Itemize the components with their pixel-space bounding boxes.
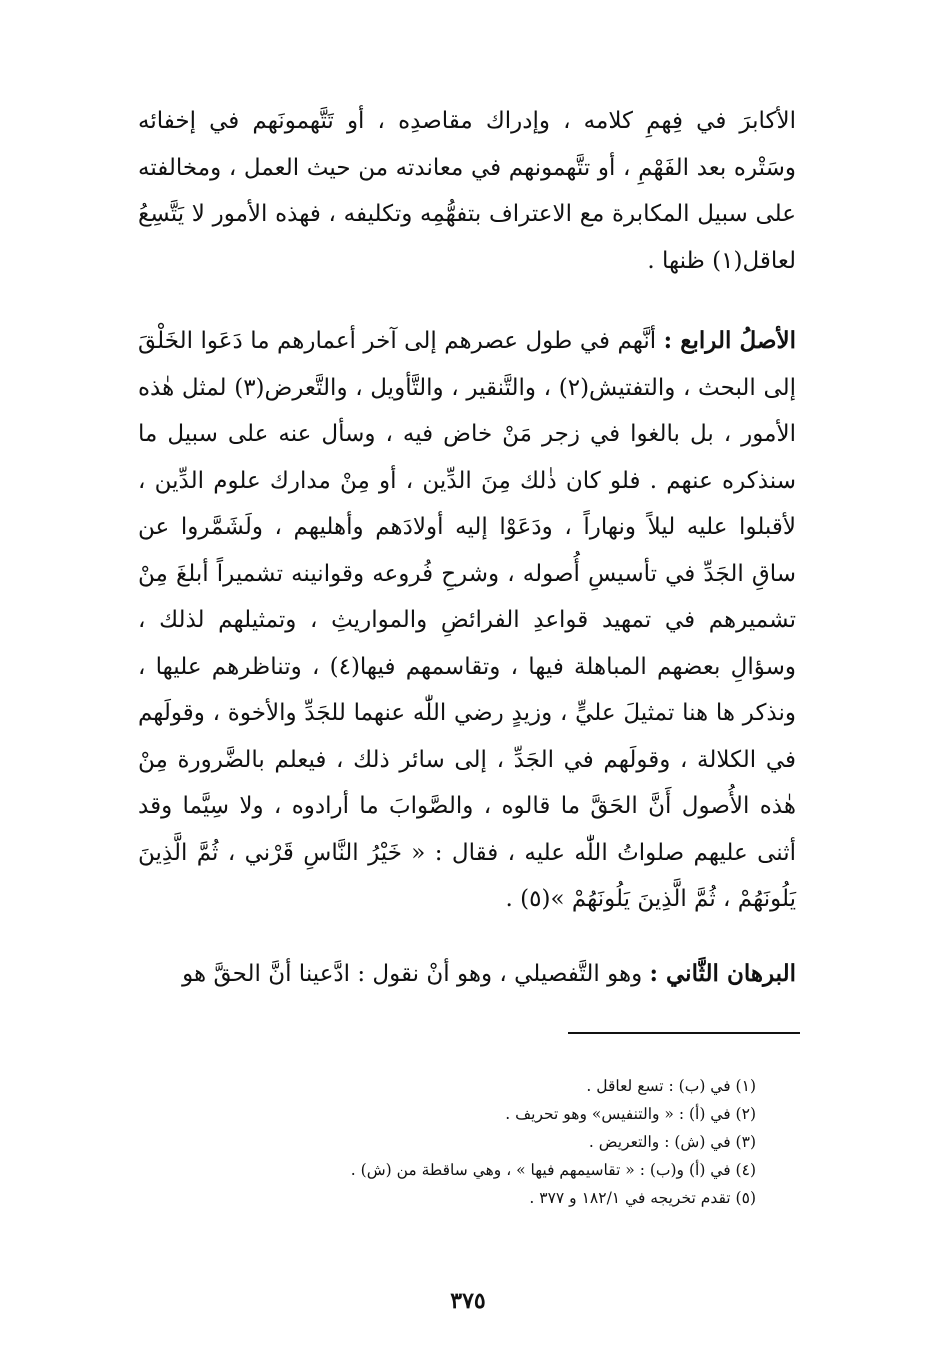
footnote-3: (٣) في (ش) : والتعريض . [588,1133,756,1151]
footnotes [150,1072,756,1212]
main-text [138,98,796,997]
footnote-divider [568,1032,800,1034]
section-heading-second-proof: البرهان الثَّاني : [649,959,796,987]
footnote-2: (٢) في (أ) : « والتنفيس» وهو تحريف . [505,1105,756,1123]
section-heading-fourth-principle: الأصلُ الرابع : [663,327,796,354]
page-number: ٣٧٥ [450,1288,486,1314]
footnote-5: (٥) تقدم تخريجه في ١٨٢/١ و ٣٧٧ . [529,1189,756,1207]
paragraph-2-text: أنَّهم في طول عصرهم إلى آخر أعمارهم ما دَعَوا الخَلْقَ إلى البحث ، والتفتيش(٢) ، والتَّنقير ، والتَّأويل ، والتَّعرض(٣) لمثل هٰذه الأمور ، بل بالغوا في زجر مَنْ خاض فيه ، وسأل عنه على سبيل ما سنذكره عنهم . فلو كان ذٰلك مِنَ الدِّين ، أو مِنْ مدارك علوم الدِّين ، لأقبلوا عليه ليلاً ونهاراً ، ودَعَوْا إليه أولادَهم وأهليهم ، ولَشَمَّروا عن ساقِ الجَدِّ في تأسيسِ أُصوله ، وشرحِ فُروعه وقوانينه تشميراً أبلغَ مِنْ تشميرهم في تمهيد قواعدِ الفرائضِ والمواريثِ ، وتمثيلهم لذلك ، وسؤالِ بعضهم المباهلة فيها ، وتقاسمهم فيها(٤) ، وتناظرهم عليها ، ونذكر ها هنا تمثيلَ عليٍّ ، وزيدٍ رضي اللّٰه عنهما للجَدِّ والأخوة ، وقولَهم في الكلالة ، وقولَهم في الجَدِّ ، إلى سائر ذلك ، فيعلم بالضَّرورة مِنْ هٰذه الأُصول أَنَّ الحَقَّ ما قالوه ، والصَّوابَ ما أرادوه ، ولا سِيَّما وقد أثنى عليهم صلواتُ اللّٰه عليه ، فقال : « خَيْرُ النَّاسِ قَرْني ، ثُمَّ الَّذِينَ يَلُونَهُمْ ، ثُمَّ الَّذِينَ يَلُونَهُمْ »(٥) . [138,328,797,912]
paragraph-spacer [138,284,796,318]
paragraph-spacer [138,923,796,951]
paragraph-1: الأكابرَ في فِهمِ كلامه ، وإدراك مقاصدِه ، أو تَتَّهمونَهم في إخفائه وسَتْره بعد الفَهْمِ ، أو تتَّهمونهم في معاندته من حيث العمل ، ومخالفته على سبيل المكابرة مع الاعتراف بتفهُّمِه وتكليفه ، فهذه الأمور لا يَتَّسِعُ لعاقل(١) ظنها . [138,108,796,274]
footnote-1: (١) في (ب) : تسع لعاقل . [586,1077,756,1095]
paragraph-3 [138,951,796,998]
paragraph-3-text: وهو التَّفصيلي ، وهو أنْ نقول : ادَّعينا أنَّ الحقَّ هو [182,960,650,987]
paragraph-2 [138,318,796,923]
footnote-4: (٤) في (أ) و(ب) : « تقاسيمهم فيها » ، وهي ساقطة من (ش) . [350,1161,756,1179]
